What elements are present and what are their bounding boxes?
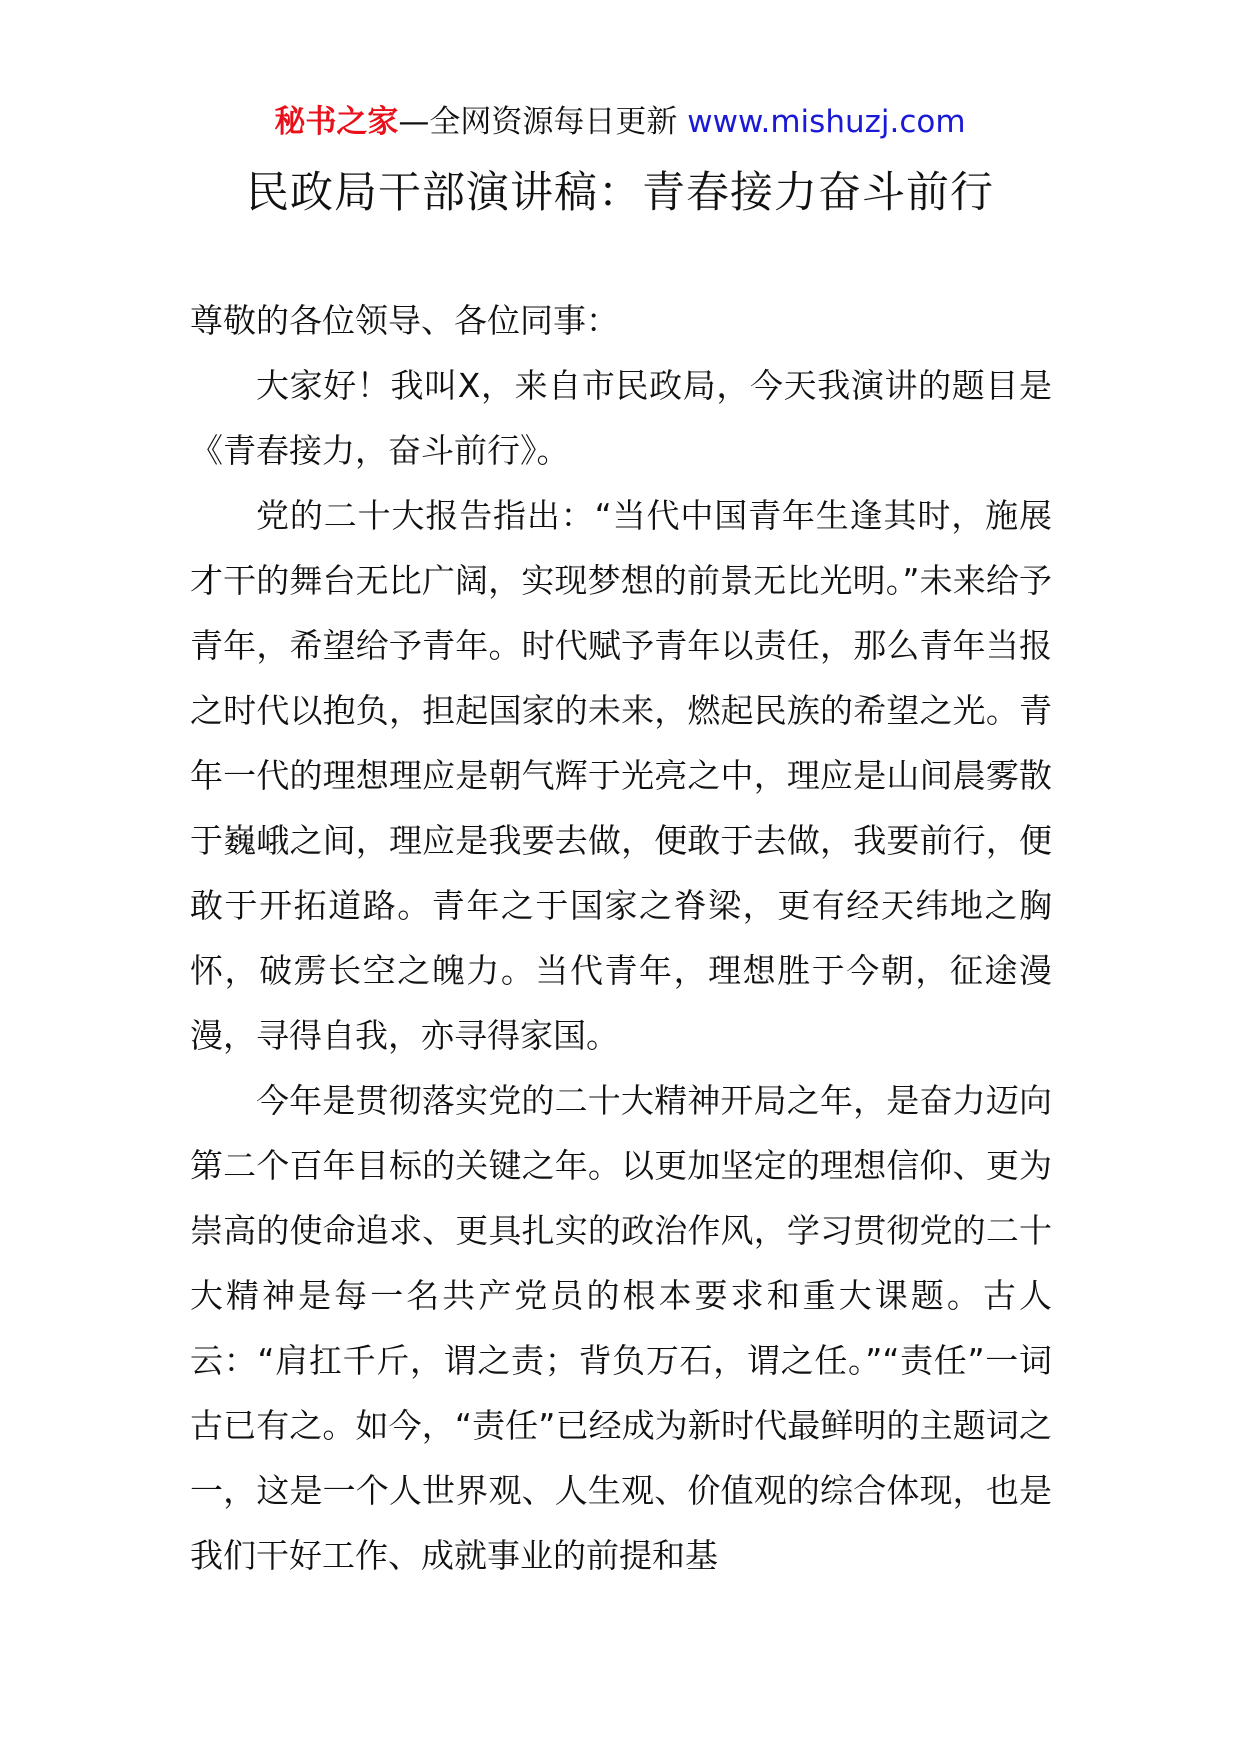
paragraph-report: 党的二十大报告指出：“当代中国青年生逢其时，施展才干的舞台无比广阔，实现梦想的前景无比光明。”未来给予青年，希望给予青年。时代赋予青年以责任，那么青年当报之时代以抱负，担起国家的未来，燃起民族的希望之光。青年一代的理想理应是朝气辉于光亮之中，理应是山间晨雾散于巍峨之间，理应是我要去做，便敢于去做，我要前行，便敢于开拓道路。青年之于国家之脊梁，更有经天纬地之胸怀，破雳长空之魄力。当代青年，理想胜于今朝，征途漫漫，寻得自我，亦寻得家国。: [190, 496, 1052, 1055]
paragraph-intro: 大家好！我叫X，来自市民政局，今天我演讲的题目是《青春接力，奋斗前行》。: [190, 366, 1052, 470]
site-name: 秘书之家: [274, 104, 399, 140]
document-title: 民政局干部演讲稿：青春接力奋斗前行: [246, 168, 994, 218]
paragraph-responsibility: 今年是贯彻落实党的二十大精神开局之年，是奋力迈向第二个百年目标的关键之年。以更加坚定的理想信仰、更为崇高的使命追求、更具扎实的政治作风，学习贯彻党的二十大精神是每一名共产党员的根本要求和重大课题。古人云：“肩扛千斤，谓之责；背负万石，谓之任。”“责任”一词古已有之。如今，“责任”已经成为新时代最鲜明的主题词之一，这是一个人世界观、人生观、价值观的综合体现，也是我们干好工作、成就事业的前提和基: [190, 1081, 1052, 1575]
salutation: 尊敬的各位领导、各位同事：: [190, 301, 619, 340]
site-tagline: —全网资源每日更新: [398, 104, 688, 140]
site-banner: [0, 100, 1240, 144]
document-body: [190, 288, 1052, 1588]
site-url-link[interactable]: www.mishuzj.com: [687, 104, 966, 140]
